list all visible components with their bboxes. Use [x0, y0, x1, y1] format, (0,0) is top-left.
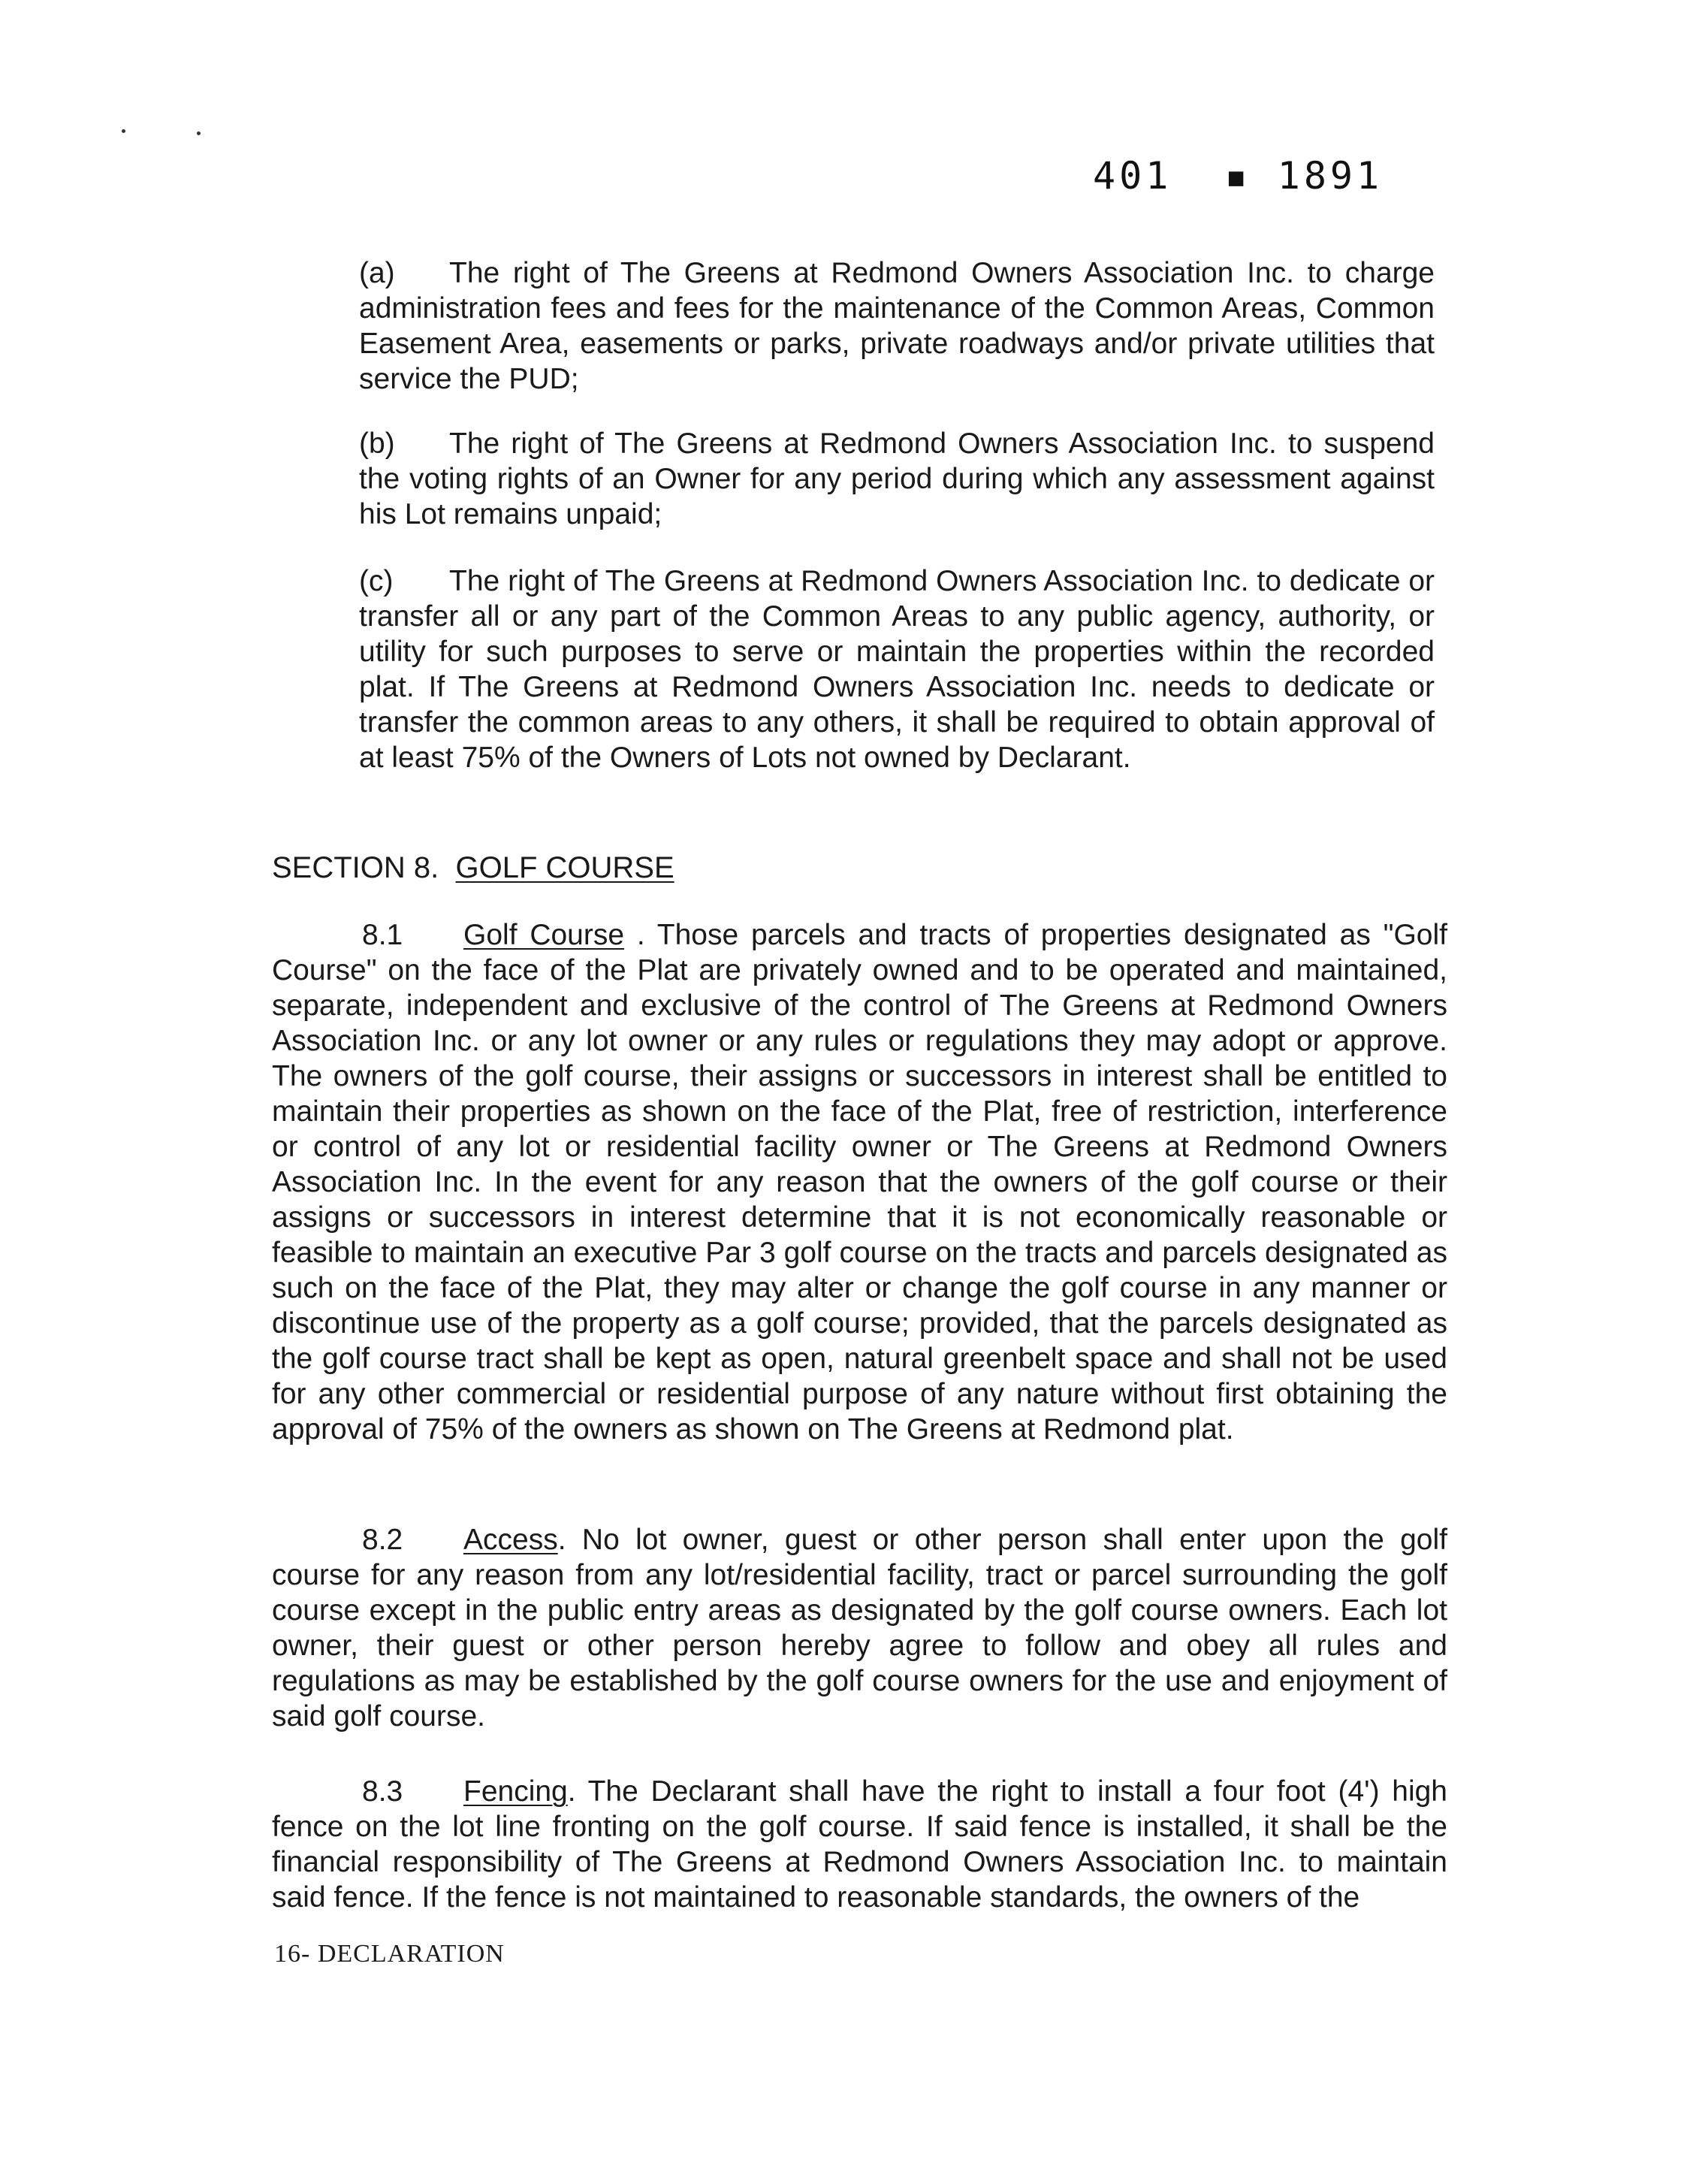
item-text: Those parcels and tracts of properties designated as "Golf Course" on the face of the Plat are privately owned and to be operated and maintained, separate, independent and exclusive of the control of The Greens at Redmond Owners Association Inc. or any lot owner or any rules or regulations they may adopt or approve. The owners of the golf course, their assigns or successors in interest shall be entitled to maintain their properties as shown on the face of the Plat, free of restriction, interference or control of any lot or residential facility owner or The Greens at Redmond Owners Association Inc. In the event for any reason that the owners of the golf course or their assigns or successors in interest determine that it is not economically reasonable or feasible to maintain an executive Par 3 golf course on the tracts and parcels designated as such on the face of the Plat, they may alter or change the golf course in any manner or discontinue use of the property as a golf course; provided, that the parcels designated as the golf course tract shall be kept as open, natural greenbelt space and shall not be used for any other commercial or residential purpose of any nature without first obtaining the approval of 75% of the owners as shown on The Greens at Redmond plat. [272, 919, 1447, 1446]
item-number: 8.2 [362, 1524, 403, 1556]
subparagraph-text: The right of The Greens at Redmond Owners Association Inc. to suspend the voting rights of an Owner for any period during which any assessment against his Lot remains unpaid; [359, 427, 1435, 530]
item-heading: Golf Course [463, 919, 625, 951]
subparagraph-text: The right of The Greens at Redmond Owners Association Inc. to dedicate or transfer all or any part of the Common Areas to any public agency, authority, or utility for such purposes to serve or maintain the properties within the recorded plat. If The Greens at Redmond Owners Association Inc. needs to dedicate or transfer the common areas to any others, it shall be required to obtain approval of at least 75% of the Owners of Lots not owned by Declarant. [359, 565, 1435, 774]
item-8-2 [272, 1522, 1447, 1734]
subparagraph-label: (a) [359, 257, 395, 289]
subparagraph-c [359, 563, 1435, 775]
scan-speck [122, 129, 125, 133]
subparagraph-b [359, 426, 1435, 532]
item-heading-separator: . [557, 1524, 582, 1556]
item-8-1 [272, 917, 1447, 1447]
subparagraph-text: The right of The Greens at Redmond Owners Association Inc. to charge administration fees and fees for the maintenance of the Common Areas, Common Easement Area, easements or parks, private roadways and/or private utilities that service the PUD; [359, 257, 1435, 395]
item-8-3 [272, 1774, 1447, 1915]
item-heading-separator: . [624, 919, 657, 951]
page-footer: 16- DECLARATION [274, 1940, 505, 1968]
page-reference-number: 401 ▪ 1891 [1093, 154, 1384, 198]
item-heading-separator: . [567, 1775, 588, 1808]
subparagraph-label: (b) [359, 427, 395, 460]
scan-speck [197, 131, 201, 135]
item-heading: Access [463, 1524, 558, 1556]
subparagraph-a [359, 255, 1435, 397]
section-heading [272, 850, 674, 886]
subparagraph-label: (c) [359, 565, 394, 597]
item-number: 8.3 [362, 1775, 403, 1808]
item-text: No lot owner, guest or other person shall enter upon the golf course for any reason from any lot/residential facility, tract or parcel surrounding the golf course except in the public entry areas as designated by the golf course owners. Each lot owner, their guest or other person hereby agree to follow and obey all rules and regulations as may be established by the golf course owners for the use and enjoyment of said golf course. [272, 1524, 1447, 1733]
section-title: GOLF COURSE [455, 851, 674, 884]
item-heading: Fencing [463, 1775, 568, 1808]
item-text: The Declarant shall have the right to install a four foot (4') high fence on the lot line fronting on the golf course. If said fence is installed, it shall be the financial responsibility of The Greens at Redmond Owners Association Inc. to maintain said fence. If the fence is not maintained to reasonable standards, the owners of the [272, 1775, 1448, 1914]
item-number: 8.1 [362, 919, 403, 951]
section-prefix: SECTION 8. [272, 851, 439, 884]
